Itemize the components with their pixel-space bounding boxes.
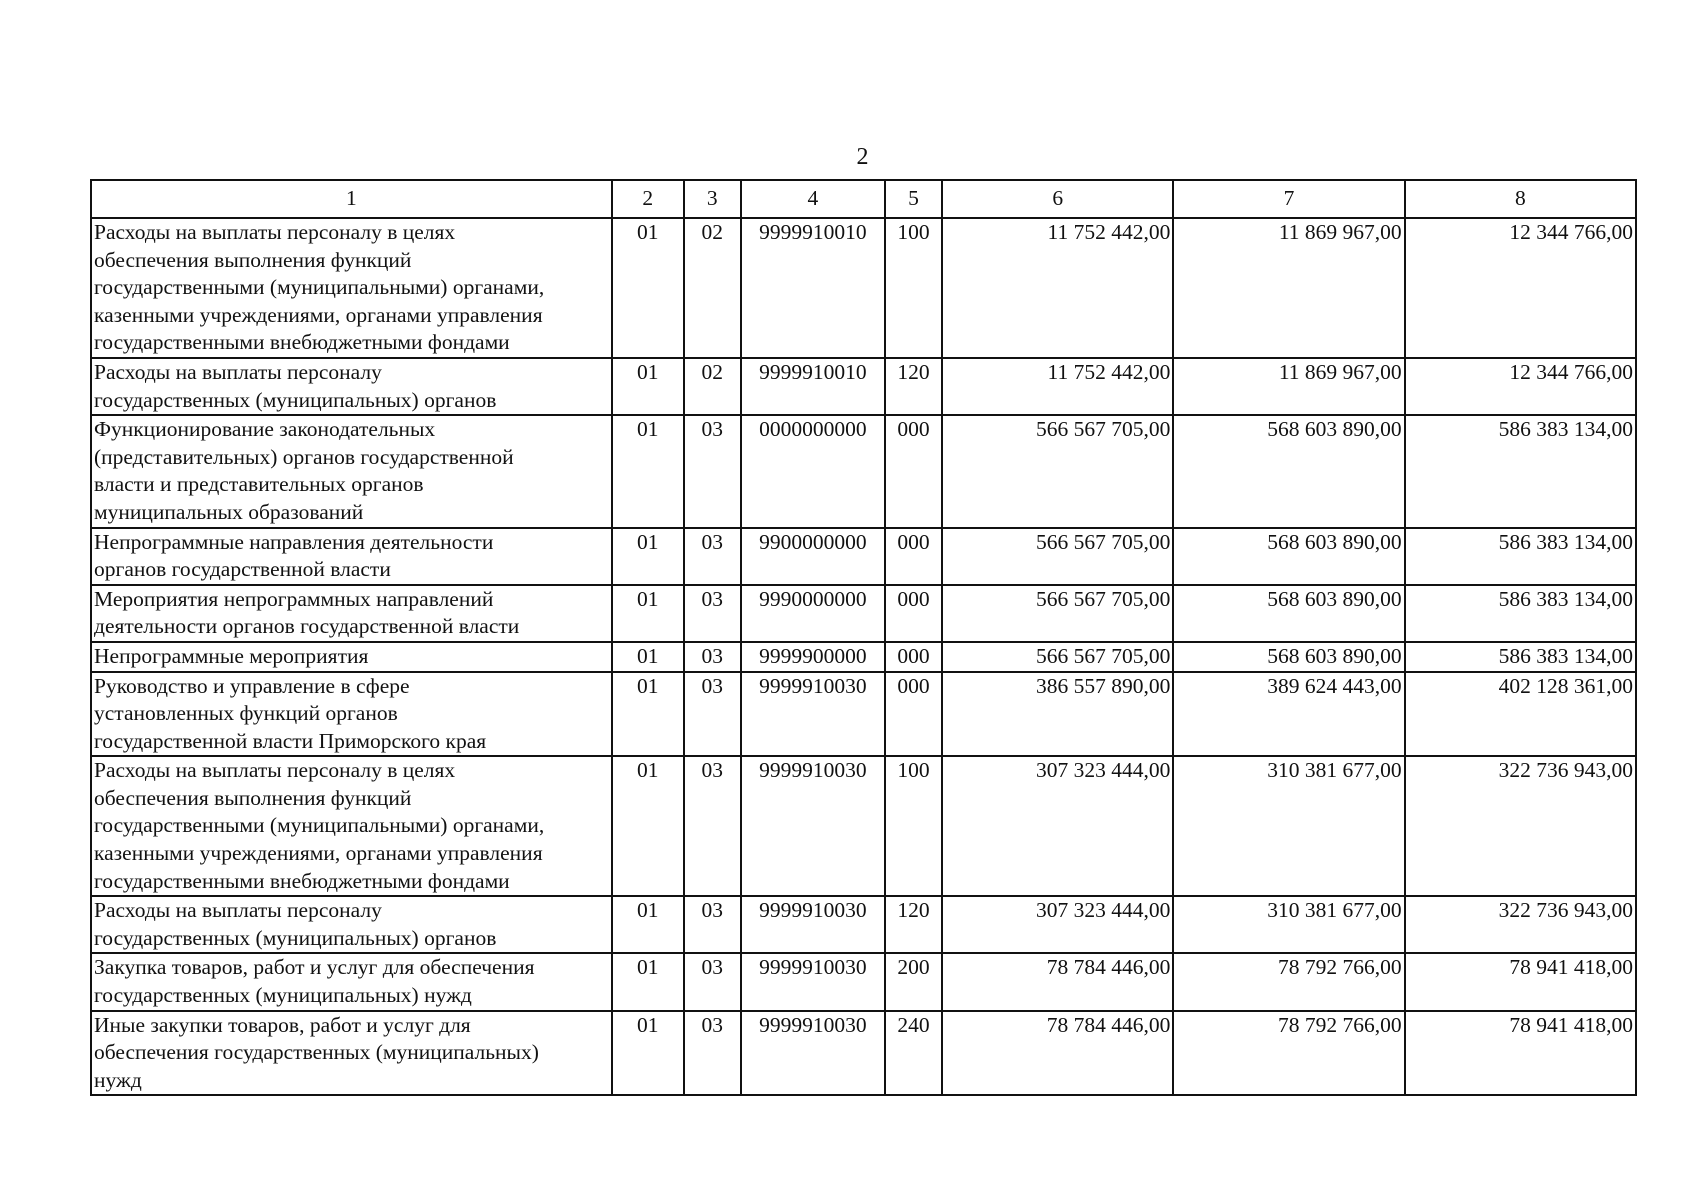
expense-type-code-cell: 000	[885, 672, 942, 757]
amount-cell-col7: 389 624 443,00	[1173, 672, 1404, 757]
table-row	[91, 756, 1636, 896]
subsection-code-cell: 03	[684, 528, 741, 585]
amount-cell-col8: 586 383 134,00	[1405, 642, 1636, 672]
amount-cell-col7: 11 869 967,00	[1173, 358, 1404, 415]
amount-cell-col8: 586 383 134,00	[1405, 415, 1636, 527]
subsection-code-cell: 03	[684, 642, 741, 672]
table-row	[91, 528, 1636, 585]
section-code-cell: 01	[612, 585, 684, 642]
amount-cell-col6: 566 567 705,00	[942, 528, 1173, 585]
section-code-cell: 01	[612, 528, 684, 585]
expense-name-line: установленных функций органов	[94, 701, 398, 726]
expense-type-code-cell: 240	[885, 1011, 942, 1096]
expense-name-line: Иные закупки товаров, работ и услуг для	[94, 1012, 471, 1037]
expense-name-cell	[91, 642, 612, 672]
amount-cell-col6: 11 752 442,00	[942, 358, 1173, 415]
amount-cell-col6: 386 557 890,00	[942, 672, 1173, 757]
subsection-code-cell: 03	[684, 953, 741, 1010]
expense-name-line: государственной власти Приморского края	[94, 728, 487, 753]
header-cell: 5	[885, 180, 942, 218]
expense-name-line: деятельности органов государственной власти	[94, 614, 520, 639]
target-article-code-cell: 9999910030	[741, 896, 885, 953]
amount-cell-col7: 568 603 890,00	[1173, 642, 1404, 672]
section-code-cell: 01	[612, 672, 684, 757]
expense-name-cell	[91, 1011, 612, 1096]
subsection-code-cell: 03	[684, 1011, 741, 1096]
expense-name-line: государственных (муниципальных) органов	[94, 387, 497, 412]
expense-type-code-cell: 000	[885, 528, 942, 585]
subsection-code-cell: 02	[684, 218, 741, 358]
expense-name-line: государственных (муниципальных) нужд	[94, 983, 472, 1008]
expense-name-line: государственными внебюджетными фондами	[94, 330, 510, 355]
expense-name-cell	[91, 953, 612, 1010]
target-article-code-cell: 9900000000	[741, 528, 885, 585]
subsection-code-cell: 03	[684, 585, 741, 642]
expense-name-line: муниципальных образований	[94, 499, 364, 524]
expense-type-code-cell: 000	[885, 415, 942, 527]
header-cell: 3	[684, 180, 741, 218]
amount-cell-col6: 78 784 446,00	[942, 1011, 1173, 1096]
subsection-code-cell: 03	[684, 896, 741, 953]
amount-cell-col8: 402 128 361,00	[1405, 672, 1636, 757]
section-code-cell: 01	[612, 756, 684, 896]
table-row	[91, 642, 1636, 672]
amount-cell-col8: 78 941 418,00	[1405, 1011, 1636, 1096]
expense-type-code-cell: 100	[885, 756, 942, 896]
target-article-code-cell: 9999910010	[741, 358, 885, 415]
expense-name-cell	[91, 528, 612, 585]
expense-name-line: государственными (муниципальными) органами,	[94, 275, 545, 300]
amount-cell-col6: 566 567 705,00	[942, 585, 1173, 642]
expense-type-code-cell: 200	[885, 953, 942, 1010]
expense-name-cell	[91, 585, 612, 642]
table-row	[91, 585, 1636, 642]
amount-cell-col7: 78 792 766,00	[1173, 953, 1404, 1010]
amount-cell-col6: 307 323 444,00	[942, 896, 1173, 953]
target-article-code-cell: 9999910030	[741, 756, 885, 896]
target-article-code-cell: 0000000000	[741, 415, 885, 527]
expense-name-cell	[91, 896, 612, 953]
table-row	[91, 358, 1636, 415]
target-article-code-cell: 9999910010	[741, 218, 885, 358]
amount-cell-col8: 322 736 943,00	[1405, 756, 1636, 896]
expense-name-cell	[91, 672, 612, 757]
header-cell: 6	[942, 180, 1173, 218]
expense-type-code-cell: 000	[885, 642, 942, 672]
expense-name-line: Мероприятия непрограммных направлений	[94, 586, 494, 611]
amount-cell-col8: 586 383 134,00	[1405, 585, 1636, 642]
section-code-cell: 01	[612, 218, 684, 358]
expense-name-line: Закупка товаров, работ и услуг для обеспечения	[94, 955, 535, 980]
expense-name-line: Непрограммные мероприятия	[94, 643, 369, 668]
expense-name-cell	[91, 358, 612, 415]
expense-name-line: обеспечения выполнения функций	[94, 247, 412, 272]
subsection-code-cell: 03	[684, 756, 741, 896]
amount-cell-col7: 310 381 677,00	[1173, 756, 1404, 896]
expense-name-line: государственными (муниципальными) органами,	[94, 813, 545, 838]
expense-name-line: Расходы на выплаты персоналу в целях	[94, 758, 456, 783]
expense-name-cell	[91, 218, 612, 358]
table-row	[91, 218, 1636, 358]
expense-name-line: казенными учреждениями, органами управления	[94, 841, 543, 866]
amount-cell-col7: 568 603 890,00	[1173, 528, 1404, 585]
amount-cell-col8: 586 383 134,00	[1405, 528, 1636, 585]
expense-type-code-cell: 000	[885, 585, 942, 642]
amount-cell-col8: 12 344 766,00	[1405, 358, 1636, 415]
subsection-code-cell: 02	[684, 358, 741, 415]
expense-name-line: Непрограммные направления деятельности	[94, 529, 494, 554]
header-cell: 4	[741, 180, 885, 218]
amount-cell-col6: 78 784 446,00	[942, 953, 1173, 1010]
amount-cell-col7: 568 603 890,00	[1173, 585, 1404, 642]
expense-type-code-cell: 120	[885, 358, 942, 415]
amount-cell-col8: 322 736 943,00	[1405, 896, 1636, 953]
table-row	[91, 896, 1636, 953]
expense-name-line: органов государственной власти	[94, 557, 391, 582]
target-article-code-cell: 9990000000	[741, 585, 885, 642]
amount-cell-col8: 12 344 766,00	[1405, 218, 1636, 358]
expense-name-line: обеспечения государственных (муниципальных)	[94, 1040, 539, 1065]
amount-cell-col6: 307 323 444,00	[942, 756, 1173, 896]
section-code-cell: 01	[612, 1011, 684, 1096]
section-code-cell: 01	[612, 953, 684, 1010]
expense-name-line: Расходы на выплаты персоналу	[94, 898, 382, 923]
amount-cell-col7: 568 603 890,00	[1173, 415, 1404, 527]
amount-cell-col6: 566 567 705,00	[942, 642, 1173, 672]
expense-type-code-cell: 100	[885, 218, 942, 358]
page-number: 2	[856, 144, 869, 170]
header-cell: 7	[1173, 180, 1404, 218]
target-article-code-cell: 9999900000	[741, 642, 885, 672]
budget-table	[90, 179, 1637, 1096]
target-article-code-cell: 9999910030	[741, 953, 885, 1010]
expense-name-cell	[91, 756, 612, 896]
header-cell: 1	[91, 180, 612, 218]
header-cell: 2	[612, 180, 684, 218]
table-row	[91, 953, 1636, 1010]
section-code-cell: 01	[612, 415, 684, 527]
expense-name-line: (представительных) органов государственной	[94, 444, 514, 469]
header-cell: 8	[1405, 180, 1636, 218]
table-row	[91, 672, 1636, 757]
expense-name-line: обеспечения выполнения функций	[94, 785, 412, 810]
expense-name-line: Расходы на выплаты персоналу в целях	[94, 220, 456, 244]
subsection-code-cell: 03	[684, 672, 741, 757]
amount-cell-col7: 11 869 967,00	[1173, 218, 1404, 358]
section-code-cell: 01	[612, 896, 684, 953]
target-article-code-cell: 9999910030	[741, 1011, 885, 1096]
table-row	[91, 415, 1636, 527]
expense-name-line: Функционирование законодательных	[94, 417, 436, 442]
table-header-row	[91, 180, 1636, 218]
expense-name-cell	[91, 415, 612, 527]
table-row	[91, 1011, 1636, 1096]
expense-name-line: государственных (муниципальных) органов	[94, 925, 497, 950]
target-article-code-cell: 9999910030	[741, 672, 885, 757]
section-code-cell: 01	[612, 642, 684, 672]
subsection-code-cell: 03	[684, 415, 741, 527]
expense-name-line: Расходы на выплаты персоналу	[94, 359, 382, 384]
expense-name-line: казенными учреждениями, органами управления	[94, 302, 543, 327]
amount-cell-col8: 78 941 418,00	[1405, 953, 1636, 1010]
amount-cell-col6: 566 567 705,00	[942, 415, 1173, 527]
amount-cell-col6: 11 752 442,00	[942, 218, 1173, 358]
expense-name-line: Руководство и управление в сфере	[94, 673, 410, 698]
expense-name-line: власти и представительных органов	[94, 472, 424, 497]
expense-name-line: нужд	[94, 1067, 142, 1092]
expense-name-line: государственными внебюджетными фондами	[94, 868, 510, 893]
amount-cell-col7: 78 792 766,00	[1173, 1011, 1404, 1096]
amount-cell-col7: 310 381 677,00	[1173, 896, 1404, 953]
expense-type-code-cell: 120	[885, 896, 942, 953]
section-code-cell: 01	[612, 358, 684, 415]
